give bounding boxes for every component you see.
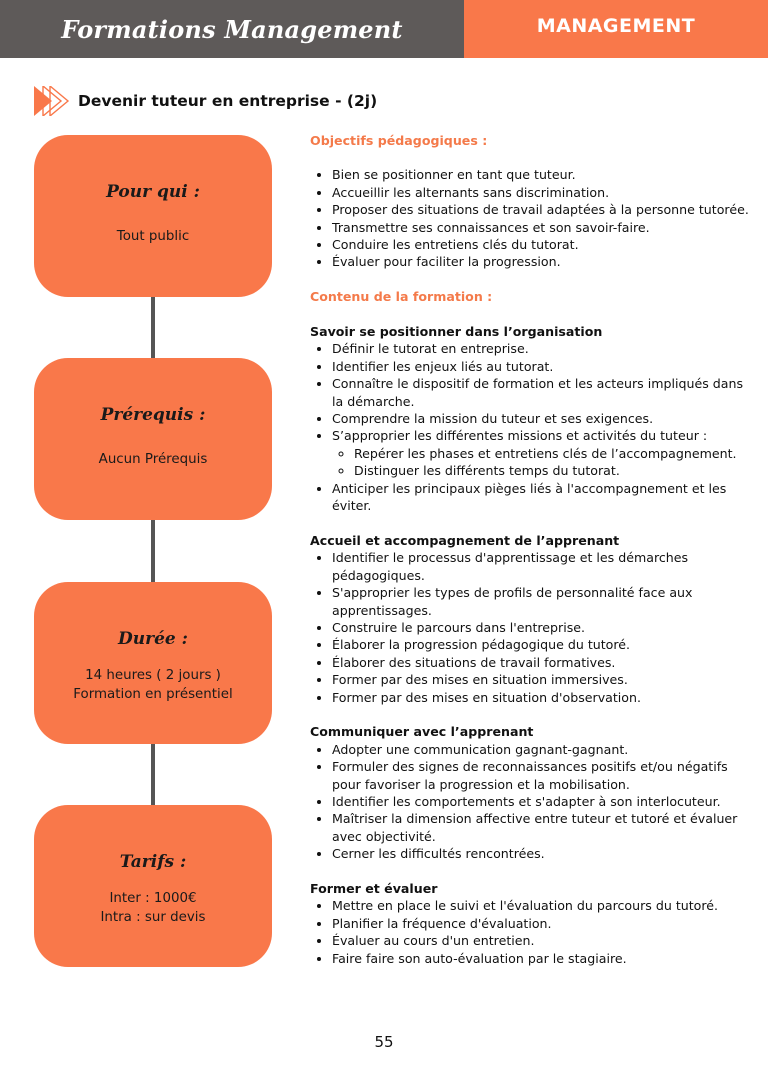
section-list bbox=[310, 549, 750, 706]
card-title: Pour qui : bbox=[106, 182, 200, 202]
card-line: 14 heures ( 2 jours ) bbox=[85, 668, 221, 683]
contenu-heading: Contenu de la formation : bbox=[310, 289, 493, 305]
list-item: • Élaborer des situations de travail formatives. bbox=[332, 654, 750, 671]
list-item: • Évaluer pour faciliter la progression. bbox=[332, 253, 750, 270]
card-tarifs bbox=[34, 805, 272, 967]
section-list bbox=[310, 340, 750, 514]
sub-list-item: ◦ Distinguer les différents temps du tutorat. bbox=[354, 462, 750, 479]
header-category: MANAGEMENT bbox=[536, 15, 696, 37]
list-item: • Former par des mises en situation d'observation. bbox=[332, 689, 750, 706]
list-item: • Adopter une communication gagnant-gagnant. bbox=[332, 741, 750, 758]
list-item: • Identifier le processus d'apprentissage et les démarches pédagogiques. bbox=[332, 549, 750, 584]
section-list bbox=[310, 741, 750, 863]
card-line: Tout public bbox=[116, 229, 190, 244]
course-content bbox=[310, 132, 750, 967]
card-line: Formation en présentiel bbox=[73, 687, 233, 702]
list-item: • Conduire les entretiens clés du tutorat. bbox=[332, 236, 750, 253]
timeline-connector bbox=[151, 743, 155, 807]
section-list bbox=[310, 897, 750, 967]
card-text bbox=[34, 450, 272, 469]
list-item: • Accueillir les alternants sans discrimination. bbox=[332, 184, 750, 201]
course-title: Devenir tuteur en entreprise - (2j) bbox=[78, 92, 378, 110]
section-title: Accueil et accompagnement de l’apprenant bbox=[310, 532, 620, 548]
timeline-connector bbox=[151, 520, 155, 584]
list-item-text: S’approprier les différentes missions et activités du tuteur : bbox=[332, 428, 708, 444]
section-title: Savoir se positionner dans l’organisation bbox=[310, 324, 603, 340]
section-title: Former et évaluer bbox=[310, 880, 438, 896]
list-item bbox=[332, 427, 750, 479]
list-item: • Connaître le dispositif de formation et les acteurs impliqués dans la démarche. bbox=[332, 375, 750, 410]
list-item: • Cerner les difficultés rencontrées. bbox=[332, 845, 750, 862]
card-duree bbox=[34, 582, 272, 744]
card-title: Durée : bbox=[118, 629, 188, 649]
list-item: • Transmettre ses connaissances et son savoir-faire. bbox=[332, 219, 750, 236]
page-number: 55 bbox=[374, 1033, 394, 1051]
sub-list-item: ◦ Repérer les phases et entretiens clés de l’accompagnement. bbox=[354, 445, 750, 462]
card-line: Inter : 1000€ bbox=[109, 891, 197, 906]
card-text bbox=[34, 666, 272, 704]
header-left-banner bbox=[0, 0, 464, 58]
double-chevron-icon bbox=[34, 86, 70, 116]
list-item: • Identifier les enjeux liés au tutorat. bbox=[332, 358, 750, 375]
list-item: • Évaluer au cours d'un entretien. bbox=[332, 932, 750, 949]
card-text bbox=[34, 227, 272, 246]
list-item: • Mettre en place le suivi et l'évaluation du parcours du tutoré. bbox=[332, 897, 750, 914]
card-title: Prérequis : bbox=[100, 405, 206, 425]
header-right-banner bbox=[464, 0, 768, 58]
timeline-connector bbox=[151, 296, 155, 360]
list-item: • Planifier la fréquence d'évaluation. bbox=[332, 915, 750, 932]
card-pour-qui bbox=[34, 135, 272, 297]
list-item: • S'approprier les types de profils de personnalité face aux apprentissages. bbox=[332, 584, 750, 619]
sub-list bbox=[332, 445, 750, 480]
card-line: Intra : sur devis bbox=[100, 910, 206, 925]
list-item: • Bien se positionner en tant que tuteur. bbox=[332, 166, 750, 183]
objectifs-heading: Objectifs pédagogiques : bbox=[310, 133, 488, 148]
list-item: • Définir le tutorat en entreprise. bbox=[332, 340, 750, 357]
section-title: Communiquer avec l’apprenant bbox=[310, 724, 534, 740]
card-line: Aucun Prérequis bbox=[98, 452, 208, 467]
objectifs-list bbox=[310, 166, 750, 270]
list-item: • Élaborer la progression pédagogique du tutoré. bbox=[332, 636, 750, 653]
list-item: • Former par des mises en situation immersives. bbox=[332, 671, 750, 688]
header-title: Formations Management bbox=[61, 14, 403, 44]
list-item: • Proposer des situations de travail adaptées à la personne tutorée. bbox=[332, 201, 750, 218]
list-item: • Formuler des signes de reconnaissances positifs et/ou négatifs pour favoriser la progression et la mobilisation. bbox=[332, 758, 750, 793]
list-item: • Anticiper les principaux pièges liés à l'accompagnement et les éviter. bbox=[332, 480, 750, 515]
card-text bbox=[34, 889, 272, 927]
course-title-row bbox=[34, 86, 377, 116]
list-item: • Identifier les comportements et s'adapter à son interlocuteur. bbox=[332, 793, 750, 810]
card-title: Tarifs : bbox=[119, 852, 187, 872]
list-item: • Faire faire son auto-évaluation par le stagiaire. bbox=[332, 950, 750, 967]
list-item: • Maîtriser la dimension affective entre tuteur et tutoré et évaluer avec objectivité. bbox=[332, 810, 750, 845]
card-prerequis bbox=[34, 358, 272, 520]
list-item: • Comprendre la mission du tuteur et ses exigences. bbox=[332, 410, 750, 427]
list-item: • Construire le parcours dans l'entreprise. bbox=[332, 619, 750, 636]
